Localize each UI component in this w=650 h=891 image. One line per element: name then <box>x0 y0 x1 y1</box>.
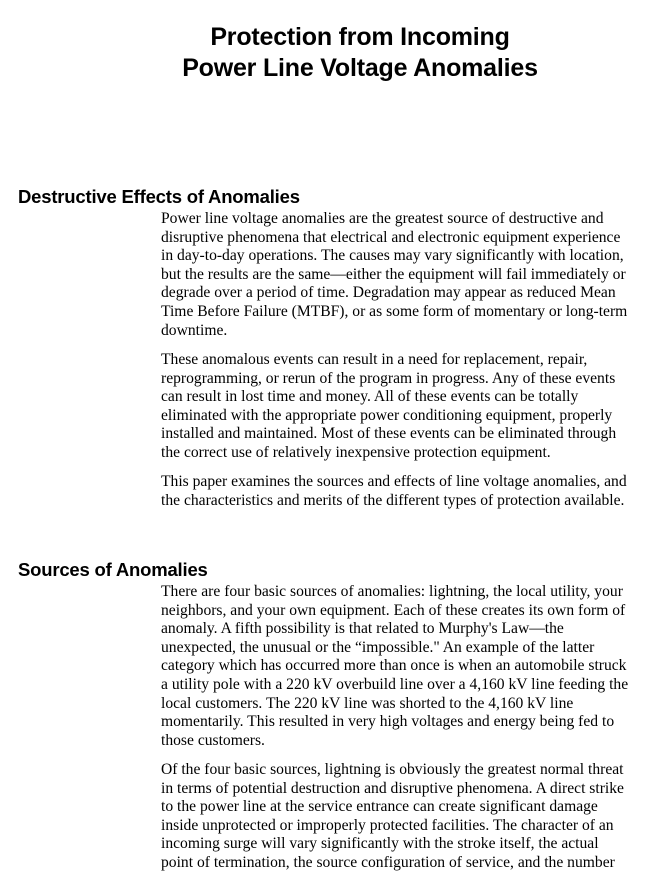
text-line: incoming surge will vary significantly with the stroke itself, the actual <box>161 835 599 853</box>
text-line: eliminated with the appropriate power conditioning equipment, properly <box>161 406 613 424</box>
text-line: inside unprotected or improperly protected facilities. The character of an <box>161 816 614 834</box>
text-line: Time Before Failure (MTBF), or as some form of momentary or long-term <box>161 302 628 320</box>
text-line: unexpected, the unusual or the “impossible." An example of the latter <box>161 638 595 656</box>
text-line: the correct use of relatively inexpensive protection equipment. <box>161 443 551 461</box>
text-line: degrade over a period of time. Degradation may appear as reduced Mean <box>161 284 616 302</box>
section-heading-sources: Sources of Anomalies <box>18 559 208 580</box>
text-line: in terms of potential destruction and disruptive phenomena. A direct strike <box>161 779 624 797</box>
title-line: Power Line Voltage Anomalies <box>182 54 538 82</box>
text-line: Power line voltage anomalies are the greatest source of destructive and <box>161 210 604 227</box>
paragraph-destructive-effects-3 <box>161 473 650 510</box>
text-line: anomaly. A fifth possibility is that related to Murphy's Law—the <box>161 620 564 638</box>
text-line: reprogramming, or rerun of the program in progress. Any of these events <box>161 369 616 387</box>
text-line: in day-to-day operations. The causes may vary significantly with location, <box>161 247 624 265</box>
text-line: installed and maintained. Most of these events can be eliminated through <box>161 425 617 443</box>
text-line: category which has occurred more than once is when an automobile struck <box>161 657 627 675</box>
text-line: can result in lost time and money. All of these events can be totally <box>161 388 579 406</box>
text-line: to the power line at the service entrance can create significant damage <box>161 798 598 816</box>
text-line: disruptive phenomena that electrical and electronic equipment experience <box>161 228 621 246</box>
paragraph-destructive-effects-1 <box>161 210 650 340</box>
text-line: There are four basic sources of anomalies: lightning, the local utility, your <box>161 583 623 600</box>
text-line: Of the four basic sources, lightning is obviously the greatest normal threat <box>161 761 624 778</box>
title-line: Protection from Incoming <box>210 23 510 51</box>
paragraph-destructive-effects-2 <box>161 351 650 463</box>
text-line: neighbors, and your own equipment. Each of these creates its own form of <box>161 601 626 619</box>
text-line: These anomalous events can result in a need for replacement, repair, <box>161 351 588 368</box>
text-line: local customers. The 220 kV line was shorted to the 4,160 kV line <box>161 694 574 712</box>
section-heading-destructive-effects: Destructive Effects of Anomalies <box>18 186 300 207</box>
text-line: but the results are the same—either the equipment will fail immediately or <box>161 265 626 283</box>
text-line: momentarily. This resulted in very high voltages and energy being fed to <box>161 713 615 731</box>
text-line: those customers. <box>161 731 265 749</box>
paragraph-sources-1 <box>161 583 650 750</box>
text-line: a utility pole with a 220 kV overbuild line over a 4,160 kV line feeding the <box>161 675 629 693</box>
document-title <box>0 22 650 84</box>
text-line: point of termination, the source configuration of service, and the number <box>161 853 615 871</box>
text-line: the characteristics and merits of the different types of protection available. <box>161 491 625 509</box>
text-line: downtime. <box>161 321 228 339</box>
text-line: This paper examines the sources and effects of line voltage anomalies, and <box>161 473 627 490</box>
paragraph-sources-2 <box>161 761 650 873</box>
